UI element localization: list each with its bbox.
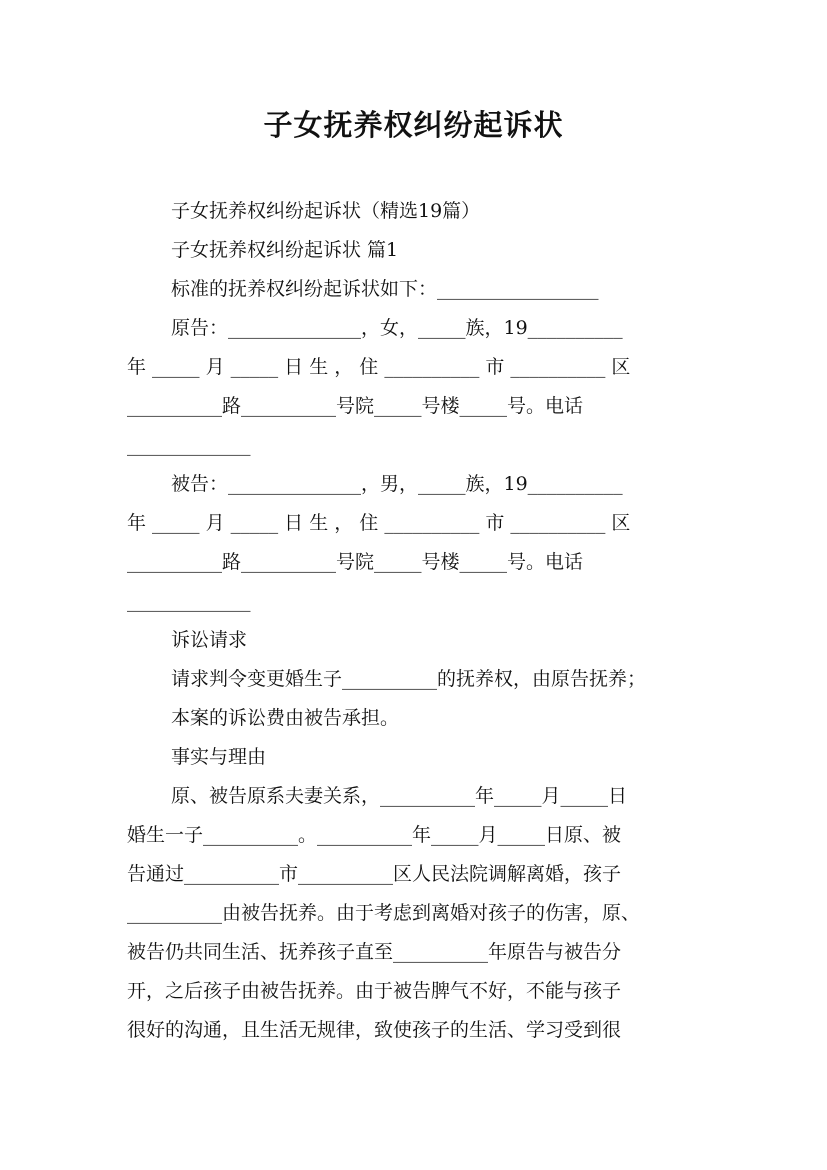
doc-line: 告通过__________市__________区人民法院调解离婚，孩子 <box>127 863 622 885</box>
doc-line: 原、被告原系夫妻关系，__________年_____月_____日 <box>171 785 628 807</box>
doc-line: 开，之后孩子由被告抚养。由于被告脾气不好，不能与孩子 <box>127 980 622 1002</box>
doc-line: 婚生一子__________。__________年_____月_____日原、被 <box>127 824 622 846</box>
doc-line: 请求判令变更婚生子__________的抚养权，由原告抚养； <box>171 668 647 690</box>
doc-line: 本案的诉讼费由被告承担。 <box>171 707 400 729</box>
doc-line: 被告仍共同生活、抚养孩子直至__________年原告与被告分 <box>127 941 622 963</box>
section-heading: 事实与理由 <box>171 746 267 768</box>
doc-line: 原告：______________，女，_____族，19__________ <box>171 317 623 339</box>
doc-line: 年 _____ 月 _____ 日 生 ， 住 __________ 市 __________ 区 <box>127 356 631 378</box>
section-heading: 诉讼请求 <box>171 629 248 651</box>
doc-line: 年 _____ 月 _____ 日 生 ， 住 __________ 市 __________ 区 <box>127 512 631 534</box>
doc-line: 被告：______________，男，_____族，19__________ <box>171 473 623 495</box>
doc-line: __________路__________号院_____号楼_____号。电话 <box>127 395 584 417</box>
doc-line: 子女抚养权纠纷起诉状 篇1 <box>171 239 399 261</box>
doc-line: _____________ <box>127 590 251 612</box>
doc-line: _____________ <box>127 434 251 456</box>
doc-line: 很好的沟通，且生活无规律，致使孩子的生活、学习受到很 <box>127 1019 622 1041</box>
doc-line: __________由被告抚养。由于考虑到离婚对孩子的伤害，原、 <box>127 902 641 924</box>
document-title: 子女抚养权纠纷起诉状 <box>263 108 564 142</box>
doc-line: __________路__________号院_____号楼_____号。电话 <box>127 551 584 573</box>
doc-line: 子女抚养权纠纷起诉状（精选19篇） <box>171 200 481 222</box>
doc-line: 标准的抚养权纠纷起诉状如下：_________________ <box>171 278 599 300</box>
